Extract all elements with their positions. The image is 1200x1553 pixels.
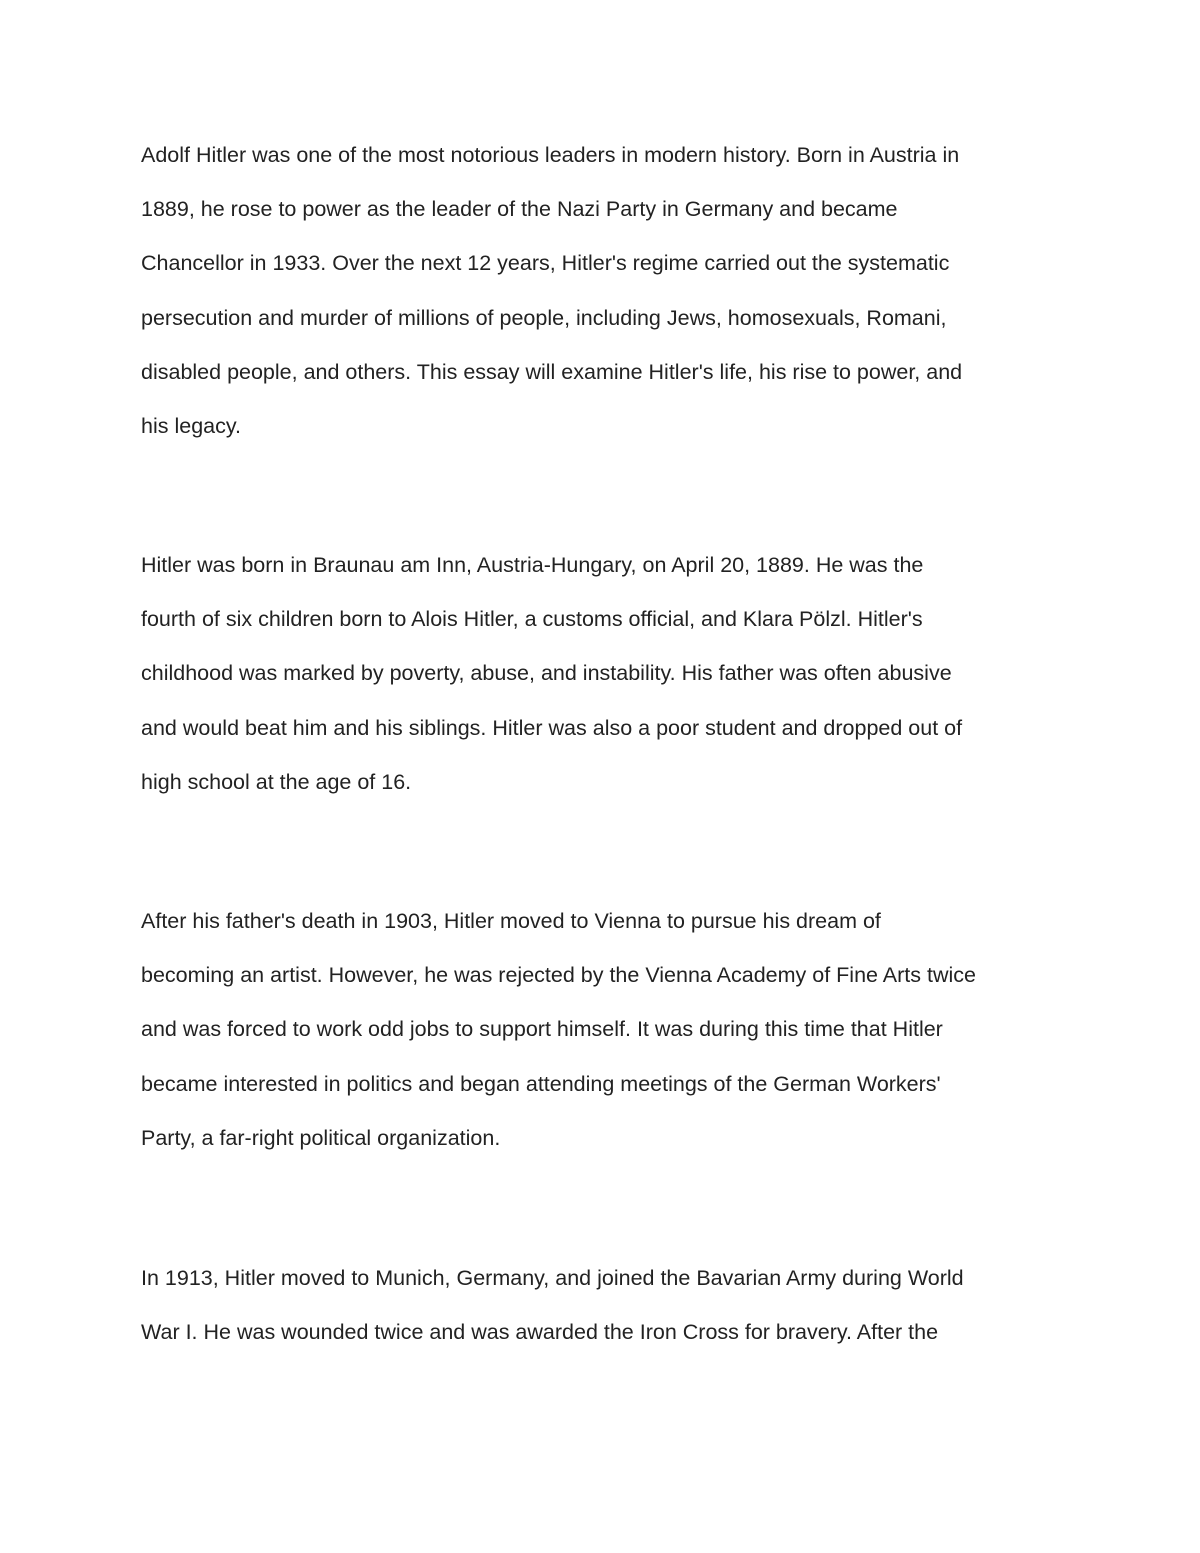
- text-line: became interested in politics and began attending meetings of the German Workers': [141, 1071, 941, 1096]
- paragraph-introduction: [141, 128, 962, 453]
- text-line: Adolf Hitler was one of the most notorious leaders in modern history. Born in Austria in: [141, 143, 960, 167]
- text-line: becoming an artist. However, he was rejected by the Vienna Academy of Fine Arts twice: [141, 963, 976, 988]
- text-line: and was forced to work odd jobs to support himself. It was during this time that Hitler: [141, 1017, 943, 1042]
- text-line: his legacy.: [141, 413, 241, 438]
- text-line: 1889, he rose to power as the leader of the Nazi Party in Germany and became: [141, 197, 898, 222]
- text-line: fourth of six children born to Alois Hitler, a customs official, and Klara Pölzl. Hitler's: [141, 607, 923, 632]
- text-line: disabled people, and others. This essay will examine Hitler's life, his rise to power, and: [141, 359, 963, 384]
- text-line: War I. He was wounded twice and was awarded the Iron Cross for bravery. After the: [141, 1320, 939, 1345]
- text-line: Chancellor in 1933. Over the next 12 years, Hitler's regime carried out the systematic: [141, 251, 950, 276]
- text-line: and would beat him and his siblings. Hitler was also a poor student and dropped out of: [141, 715, 963, 740]
- text-line: Hitler was born in Braunau am Inn, Austria-Hungary, on April 20, 1889. He was the: [141, 553, 924, 577]
- paragraph-early-life: [141, 538, 962, 809]
- text-line: high school at the age of 16.: [141, 769, 412, 794]
- text-line: persecution and murder of millions of people, including Jews, homosexuals, Romani,: [141, 305, 947, 330]
- text-line: In 1913, Hitler moved to Munich, Germany, and joined the Bavarian Army during World: [141, 1266, 964, 1290]
- text-line: Party, a far-right political organization.: [141, 1125, 501, 1150]
- text-line: childhood was marked by poverty, abuse, and instability. His father was often abusive: [141, 661, 952, 686]
- paragraph-vienna: [141, 894, 976, 1165]
- text-line: After his father's death in 1903, Hitler moved to Vienna to pursue his dream of: [141, 909, 881, 933]
- paragraph-munich: [141, 1251, 964, 1359]
